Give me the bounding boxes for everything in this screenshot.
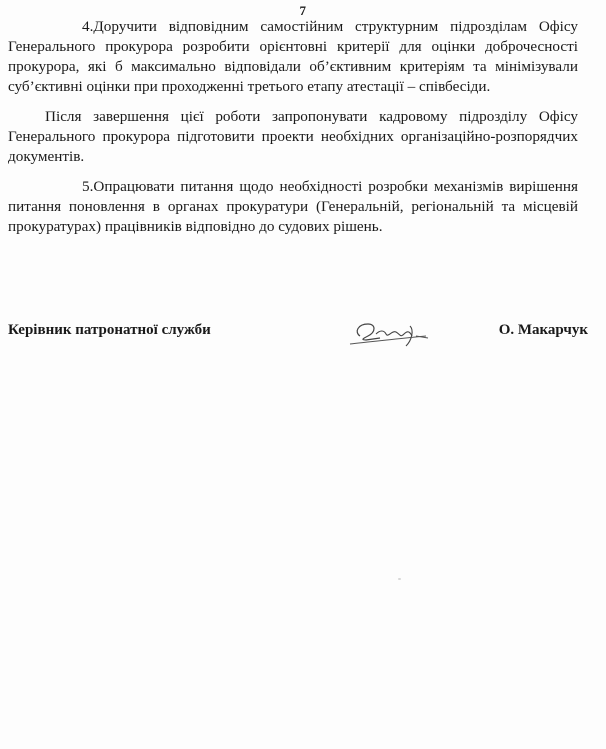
page-number: 7 xyxy=(299,3,307,18)
paragraph-text: Доручити відповідним самостійним структурним підрозділам Офісу Генерального прокурора розробити орієнтовні критерії для оцінки доброчесності прокурора, які б максимально відповідали об’єктивним критеріям та мінімізували суб’єктивні оцінки при проходженні третього етапу атестації – співбесіди. xyxy=(8,18,578,95)
document-body xyxy=(8,17,578,247)
paragraph-number: 4. xyxy=(82,18,94,35)
paragraph-text: Після завершення цієї роботи запропонувати кадровому підрозділу Офісу Генерального прокурора підготовити проекти необхідних організаційно-розпорядчих документів. xyxy=(8,108,578,165)
paragraph-continuation xyxy=(8,107,578,167)
paragraph-item-5 xyxy=(8,177,578,237)
signatory-name: О. Макарчук xyxy=(498,322,588,338)
handwritten-signature xyxy=(346,316,436,352)
paragraph-text: Опрацювати питання щодо необхідності розробки механізмів вирішення питання поновлення в органах прокуратури (Генеральній, регіональній та місцевій прокуратурах) працівників відповідно до судових рішень. xyxy=(8,178,578,235)
paragraph-item-4 xyxy=(8,17,578,97)
signature-block xyxy=(8,322,588,362)
scan-speck xyxy=(398,578,401,580)
paragraph-number: 5. xyxy=(82,178,94,195)
signatory-title: Керівник патронатної служби xyxy=(8,322,211,338)
